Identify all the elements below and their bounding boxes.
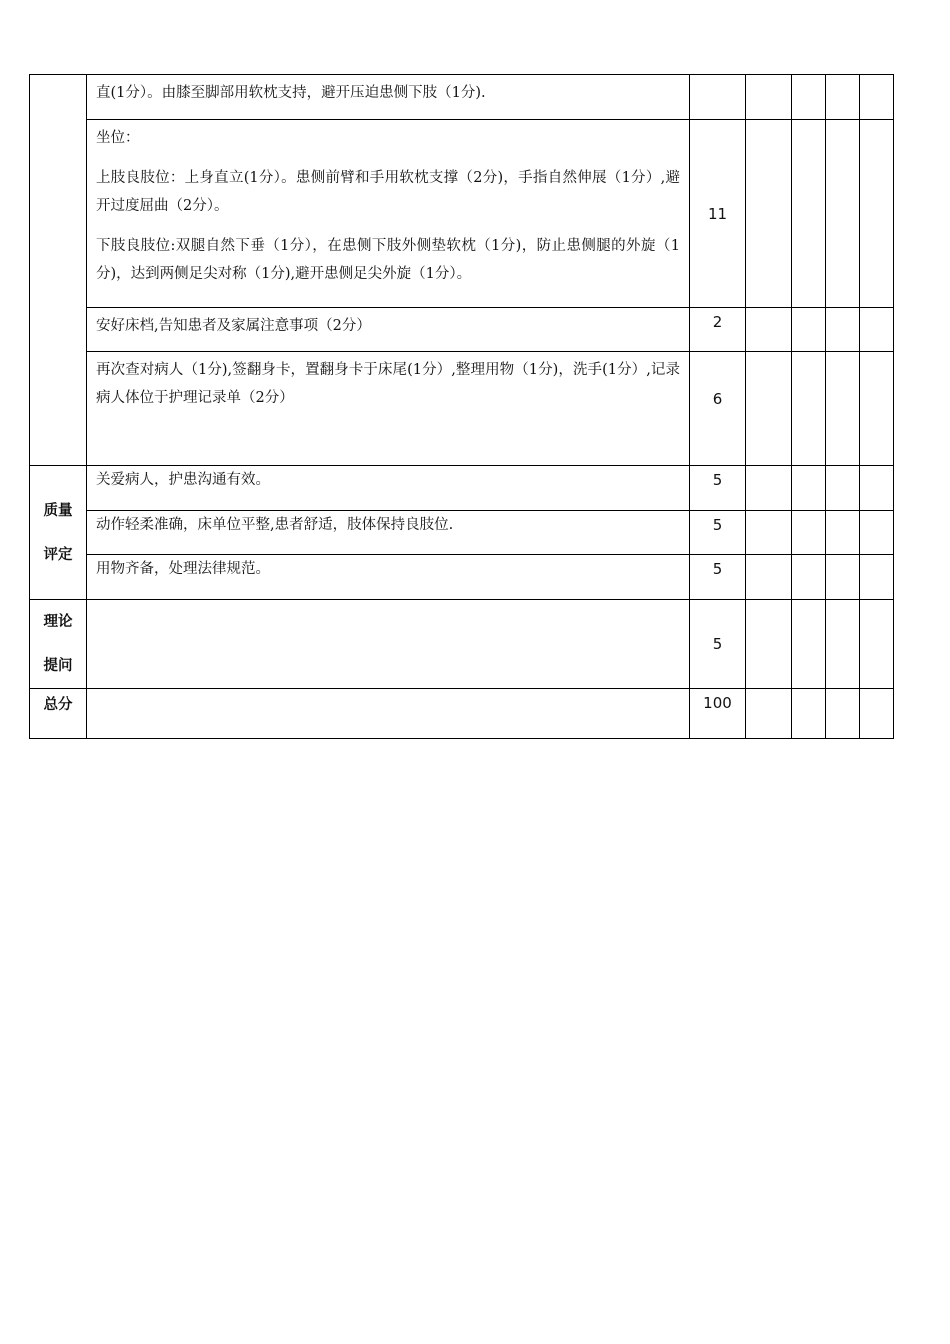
blank-cell bbox=[746, 352, 792, 466]
blank-cell bbox=[860, 466, 894, 511]
content-cell bbox=[87, 689, 690, 739]
row-text: 直(1分）。由膝至脚部用软枕支持，避开压迫患侧下肢（1分). bbox=[96, 85, 486, 101]
score-cell: 2 bbox=[690, 308, 746, 352]
blank-cell bbox=[826, 75, 860, 120]
blank-cell bbox=[826, 308, 860, 352]
blank-cell bbox=[792, 689, 826, 739]
content-cell bbox=[87, 308, 690, 352]
blank-cell bbox=[746, 555, 792, 600]
category-label: 质量 bbox=[43, 502, 73, 519]
row-text: 再次查对病人（1分),签翻身卡，置翻身卡于床尾(1分）,整理用物（1分)，洗手(1分）,记录病人体位于护理记录单（2分） bbox=[96, 362, 680, 406]
score-cell: 5 bbox=[690, 600, 746, 689]
blank-cell bbox=[792, 466, 826, 511]
blank-cell bbox=[792, 120, 826, 308]
blank-cell bbox=[860, 75, 894, 120]
blank-cell bbox=[860, 555, 894, 600]
blank-cell bbox=[826, 466, 860, 511]
blank-cell bbox=[826, 555, 860, 600]
row-text: 动作轻柔准确，床单位平整,患者舒适，肢体保持良肢位. bbox=[96, 517, 454, 533]
row-text: 下肢良肢位:双腿自然下垂（1分），在患侧下肢外侧垫软枕（1分)，防止患侧腿的外旋（1分)，达到两侧足尖对称（1分),避开患侧足尖外旋（1分）。 bbox=[96, 238, 680, 282]
blank-cell bbox=[860, 511, 894, 555]
content-cell bbox=[87, 555, 690, 600]
blank-cell bbox=[826, 120, 860, 308]
row-text: 关爱病人，护患沟通有效。 bbox=[96, 472, 270, 488]
content-cell bbox=[87, 511, 690, 555]
content-cell bbox=[87, 352, 690, 466]
category-cell-theory bbox=[30, 600, 87, 689]
content-cell bbox=[87, 75, 690, 120]
blank-cell bbox=[860, 120, 894, 308]
blank-cell bbox=[826, 352, 860, 466]
blank-cell bbox=[826, 511, 860, 555]
scoring-table bbox=[29, 74, 894, 739]
blank-cell bbox=[792, 511, 826, 555]
blank-cell bbox=[746, 308, 792, 352]
blank-cell bbox=[746, 600, 792, 689]
score-cell bbox=[690, 75, 746, 120]
blank-cell bbox=[792, 75, 826, 120]
category-cell-quality bbox=[30, 466, 87, 600]
score-cell: 100 bbox=[690, 689, 746, 739]
blank-cell bbox=[792, 600, 826, 689]
table-row bbox=[30, 600, 894, 689]
blank-cell bbox=[860, 600, 894, 689]
blank-cell bbox=[860, 308, 894, 352]
row-text: 上肢良肢位：上身直立(1分）。患侧前臂和手用软枕支撑（2分)，手指自然伸展（1分）,避开过度屈曲（2分）。 bbox=[96, 170, 680, 214]
blank-cell bbox=[792, 555, 826, 600]
table-row bbox=[30, 120, 894, 308]
blank-cell bbox=[746, 75, 792, 120]
table-row bbox=[30, 511, 894, 555]
row-text: 安好床档,告知患者及家属注意事项（2分） bbox=[96, 318, 371, 334]
blank-cell bbox=[746, 466, 792, 511]
content-cell bbox=[87, 600, 690, 689]
category-label: 总分 bbox=[43, 697, 73, 713]
table-row bbox=[30, 352, 894, 466]
row-text: 坐位： bbox=[96, 130, 140, 146]
category-label: 提问 bbox=[43, 658, 73, 674]
score-cell: 6 bbox=[690, 352, 746, 466]
table-row bbox=[30, 75, 894, 120]
blank-cell bbox=[826, 600, 860, 689]
score-cell: 5 bbox=[690, 555, 746, 600]
score-cell: 5 bbox=[690, 511, 746, 555]
table-row bbox=[30, 466, 894, 511]
category-cell-operation bbox=[30, 75, 87, 466]
blank-cell bbox=[746, 120, 792, 308]
blank-cell bbox=[746, 689, 792, 739]
score-cell: 11 bbox=[690, 120, 746, 308]
category-cell-total bbox=[30, 689, 87, 739]
score-cell: 5 bbox=[690, 466, 746, 511]
blank-cell bbox=[860, 352, 894, 466]
content-cell bbox=[87, 466, 690, 511]
blank-cell bbox=[792, 352, 826, 466]
table-row bbox=[30, 555, 894, 600]
blank-cell bbox=[746, 511, 792, 555]
category-label: 理论 bbox=[43, 614, 73, 630]
table-row bbox=[30, 689, 894, 739]
content-cell bbox=[87, 120, 690, 308]
table-row bbox=[30, 308, 894, 352]
category-label: 评定 bbox=[43, 546, 73, 563]
blank-cell bbox=[826, 689, 860, 739]
blank-cell bbox=[860, 689, 894, 739]
row-text: 用物齐备，处理法律规范。 bbox=[96, 561, 270, 577]
blank-cell bbox=[792, 308, 826, 352]
